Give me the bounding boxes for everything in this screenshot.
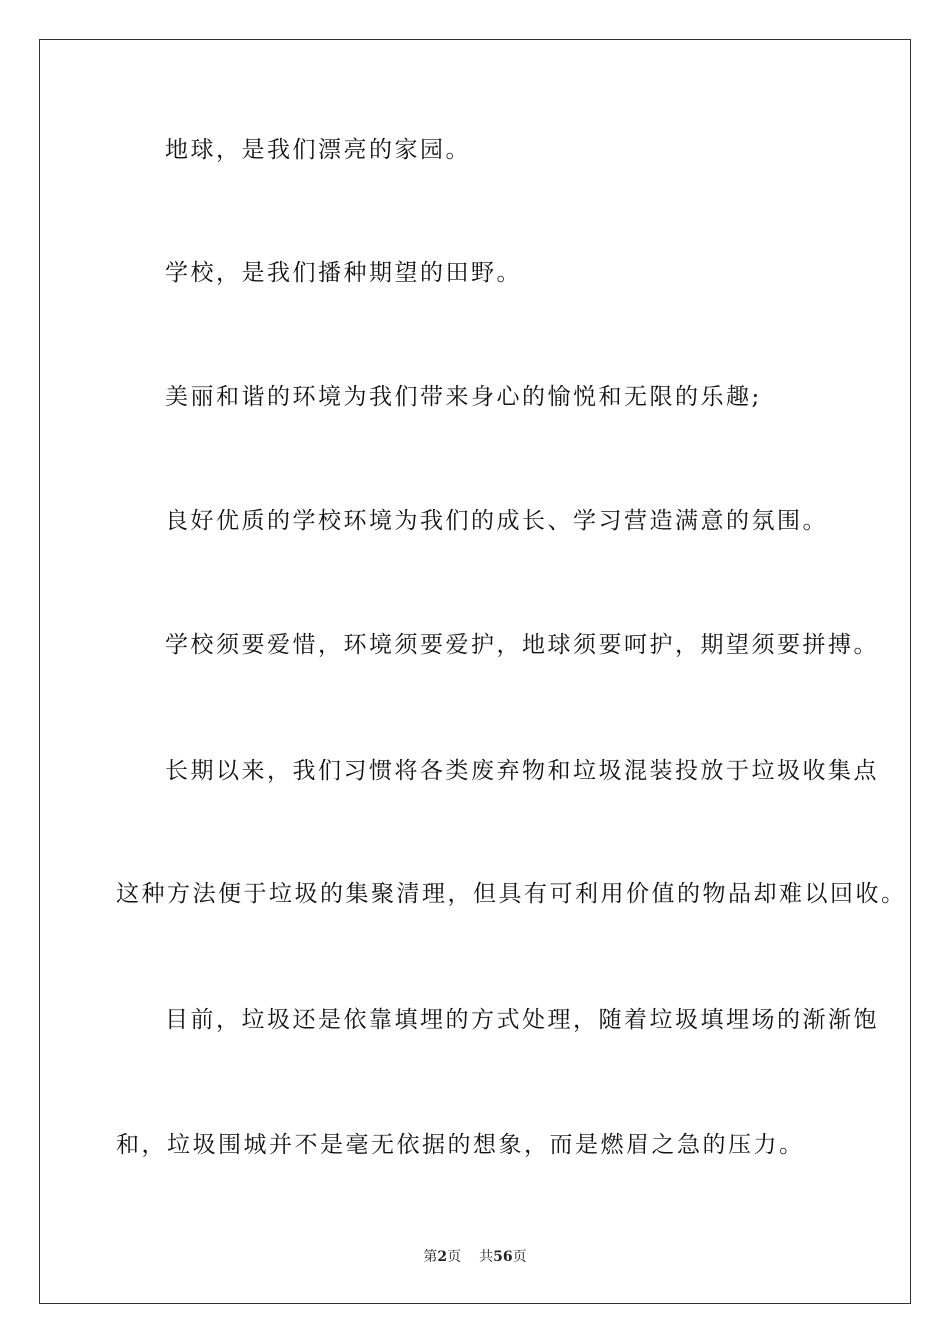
page-suffix: 页 <box>447 1249 462 1265</box>
paragraph-line-4: 良好优质的学校环境为我们的成长、学习营造满意的氛围。 <box>165 508 828 534</box>
paragraph-line-7: 这种方法便于垃圾的集聚清理，但具有可利用价值的物品却难以回收。 <box>116 881 907 907</box>
page-footer <box>0 1248 950 1266</box>
page-border <box>39 39 911 1304</box>
paragraph-line-8: 目前，垃圾还是依靠填埋的方式处理，随着垃圾填埋场的渐渐饱 <box>165 1007 879 1033</box>
total-pages: 56 <box>493 1249 513 1265</box>
page-prefix: 第 <box>423 1249 438 1265</box>
paragraph-line-2: 学校，是我们播种期望的田野。 <box>165 260 522 286</box>
page-number: 2 <box>437 1249 448 1265</box>
paragraph-line-9: 和，垃圾围城并不是毫无依据的想象，而是燃眉之急的压力。 <box>116 1132 805 1158</box>
total-suffix: 页 <box>512 1249 527 1265</box>
paragraph-line-1: 地球，是我们漂亮的家园。 <box>165 137 471 163</box>
paragraph-line-3: 美丽和谐的环境为我们带来身心的愉悦和无限的乐趣; <box>165 384 762 410</box>
total-prefix: 共 <box>479 1249 494 1265</box>
paragraph-line-6: 长期以来，我们习惯将各类废弃物和垃圾混装投放于垃圾收集点 <box>165 758 879 784</box>
paragraph-line-5: 学校须要爱惜，环境须要爱护，地球须要呵护，期望须要拼搏。 <box>165 632 879 658</box>
